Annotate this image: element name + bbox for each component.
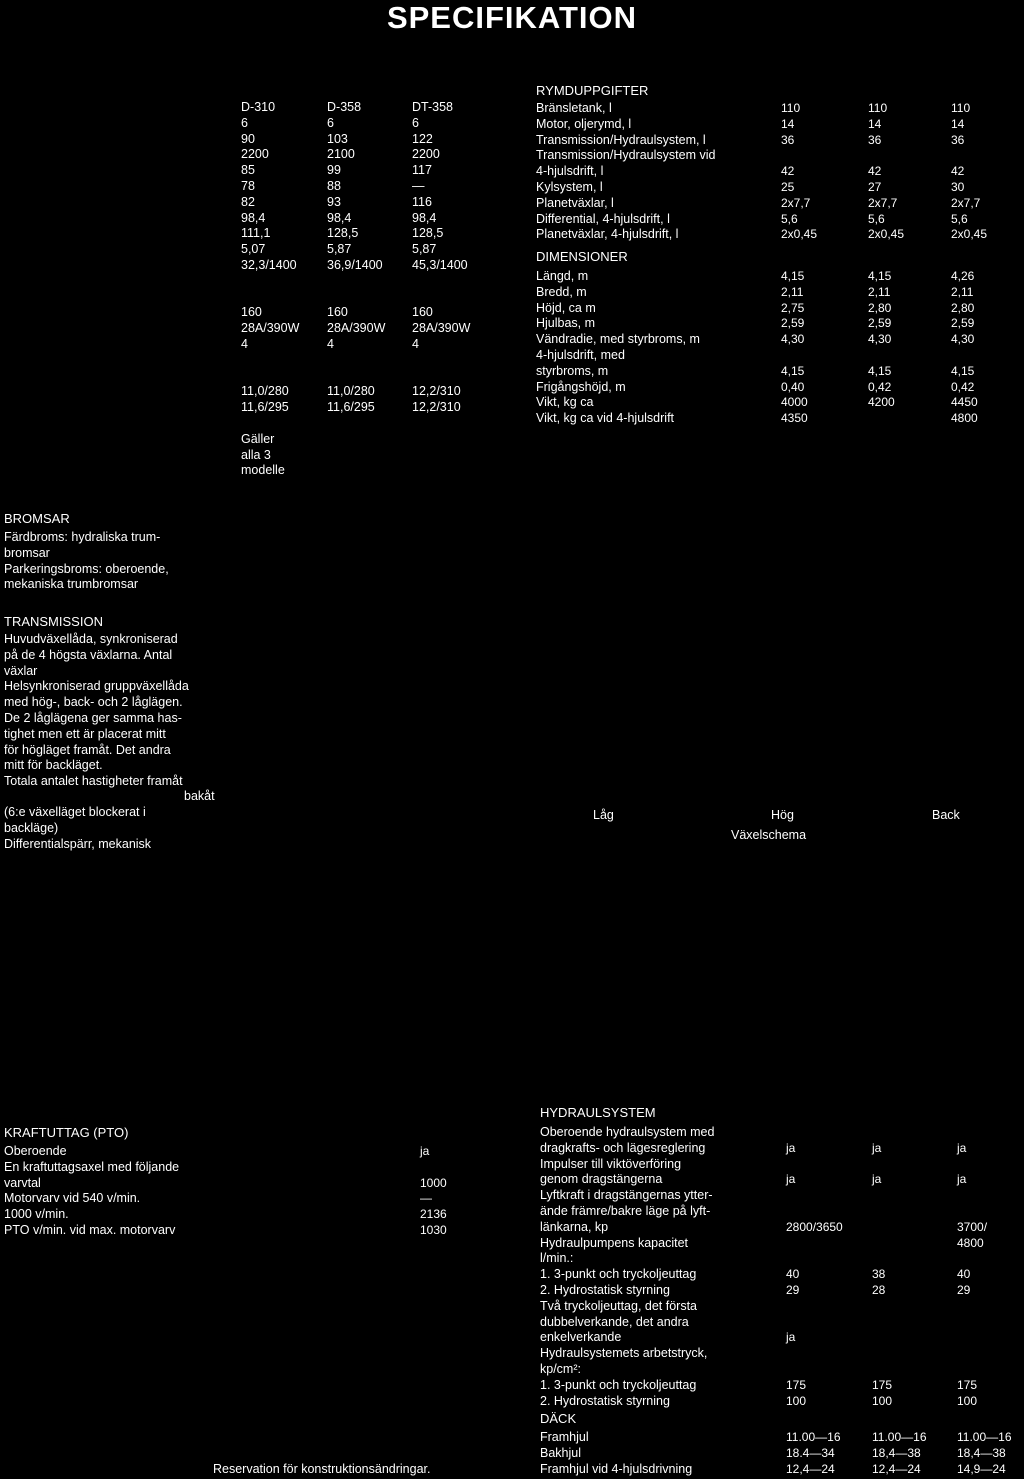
model-value: 82 <box>241 194 255 209</box>
transmission-line: De 2 låglägena ger samma has- <box>4 710 182 725</box>
pto-value: — <box>420 1191 432 1206</box>
bromsar-line: Parkeringsbroms: oberoende, <box>4 561 169 576</box>
hydraul-value <box>872 1220 892 1236</box>
hydraul-value <box>957 1315 987 1331</box>
hydraul-label: 1. 3-punkt och tryckoljeuttag <box>540 1377 697 1392</box>
dim-value: 4000 <box>781 395 808 410</box>
rymd-value: 36 <box>781 132 795 147</box>
model-value: 117 <box>412 163 432 178</box>
hydraul-label: kp/cm²: <box>540 1361 581 1376</box>
hydraul-label: ände främre/bakre läge på lyft- <box>540 1203 711 1218</box>
bromsar-heading: BROMSAR <box>4 511 70 526</box>
transmission-heading: TRANSMISSION <box>4 614 103 629</box>
transmission-text <box>4 632 189 790</box>
hydraul-value: 29 <box>957 1282 971 1297</box>
dim-value: 2,75 <box>781 300 805 315</box>
transmission-line: tighet men ett är placerat mitt <box>4 726 166 741</box>
model-value <box>412 369 470 385</box>
bromsar-line: mekaniska trumbromsar <box>4 577 139 592</box>
rymd-value: 2x0,45 <box>868 227 905 242</box>
dim-value: 4450 <box>951 395 978 410</box>
model-value: 2200 <box>412 147 440 162</box>
dack-value: 18.4—34 <box>786 1445 835 1460</box>
model-column-d310 <box>241 100 299 479</box>
model-value: 160 <box>327 305 348 320</box>
dim-label: Vikt, kg ca vid 4-hjulsdrift <box>536 411 675 426</box>
model-value: 6 <box>327 115 334 130</box>
dack-value: 11.00—16 <box>957 1430 1012 1444</box>
gear-back: Back <box>932 808 960 822</box>
hydraul-value <box>872 1330 892 1346</box>
dim-labels <box>536 269 700 427</box>
dim-value: 4,15 <box>868 269 892 283</box>
model-value: 28A/390W <box>412 321 471 336</box>
dim-label: Vändradie, med styrbroms, m <box>536 332 700 347</box>
hydraul-value <box>957 1188 987 1204</box>
dim-label: styrbroms, m <box>536 363 609 378</box>
model-value <box>327 369 385 385</box>
model-value <box>241 274 299 290</box>
model-value: — <box>412 178 425 193</box>
dim-label: Hjulbas, m <box>536 316 596 331</box>
model-value: 128,5 <box>327 226 359 241</box>
transmission-line: Differentialspärr, mekanisk <box>4 836 152 851</box>
pto-value: 2136 <box>420 1207 447 1222</box>
dim-heading: DIMENSIONER <box>536 249 628 264</box>
model-value: 11,6/295 <box>327 400 375 415</box>
hydraul-value: ja <box>872 1140 882 1155</box>
rymd-col-1 <box>781 101 817 243</box>
gear-caption: Växelschema <box>731 828 807 842</box>
hydraul-value <box>786 1157 843 1173</box>
model-value: 93 <box>327 194 341 209</box>
rymd-col-3 <box>951 101 987 243</box>
pto-value: 1030 <box>420 1222 447 1237</box>
dim-value: 4200 <box>868 395 895 410</box>
dim-value: 2,80 <box>951 300 975 315</box>
hydraul-value: ja <box>786 1330 796 1345</box>
dim-value: 2,59 <box>951 316 975 331</box>
dack-label: Bakhjul <box>540 1445 581 1460</box>
hydraul-value: 29 <box>786 1282 800 1297</box>
model-value: 103 <box>327 131 348 146</box>
dack-value: 18,4—38 <box>957 1445 1006 1460</box>
dim-col-3 <box>951 269 978 427</box>
transmission-line: för högläget framåt. Det andra <box>4 742 171 757</box>
dim-value: 2,80 <box>868 300 892 315</box>
dim-value: 4,30 <box>781 332 805 347</box>
gear-high: Hög <box>771 808 794 822</box>
hydraul-label: länkarna, kp <box>540 1219 609 1234</box>
rymd-label: Motor, oljerymd, l <box>536 116 632 131</box>
rymd-col-2 <box>868 101 904 243</box>
model-value: 98,4 <box>327 210 352 225</box>
hydraul-value: ja <box>786 1140 796 1155</box>
dim-value <box>868 411 895 427</box>
rymd-label: Transmission/Hydraulsystem vid <box>536 148 716 163</box>
rymd-value: 27 <box>868 179 882 194</box>
hydraul-value <box>957 1346 987 1362</box>
hydraul-value <box>872 1204 892 1220</box>
dim-label: Frigångshöjd, m <box>536 379 626 394</box>
hydraul-label: Oberoende hydraulsystem med <box>540 1125 715 1139</box>
model-value: 11,0/280 <box>241 384 289 399</box>
rymd-value: 14 <box>951 116 965 131</box>
model-value: 4 <box>241 336 248 351</box>
rymd-value: 14 <box>868 116 882 131</box>
dack-value: 12,4—24 <box>786 1461 835 1476</box>
pto-label: Motorvarv vid 540 v/min. <box>4 1191 141 1206</box>
dim-value: 0,42 <box>868 379 892 394</box>
hydraul-value <box>786 1125 843 1141</box>
pto-label: En kraftuttagsaxel med följande <box>4 1159 180 1174</box>
dack-label: Framhjul <box>540 1430 589 1444</box>
hydraul-label: Hydraulpumpens kapacitet <box>540 1235 688 1250</box>
rymd-value <box>781 148 817 164</box>
hydraul-value <box>786 1251 843 1267</box>
model-value: 4 <box>327 336 334 351</box>
hydraul-value <box>872 1125 892 1141</box>
model-value: Gäller <box>241 431 275 446</box>
hydraul-value <box>957 1125 987 1141</box>
rymd-value: 2x7,7 <box>781 195 811 210</box>
bromsar-line: bromsar <box>4 545 50 560</box>
bromsar-line: Färdbroms: hydraliska trum- <box>4 530 161 544</box>
pto-value <box>420 1160 447 1176</box>
hydraul-value <box>957 1362 987 1378</box>
dim-value: 4,15 <box>868 363 892 378</box>
rymd-value: 110 <box>781 101 801 115</box>
hydraul-label: Hydraulsystemets arbetstryck, <box>540 1346 708 1361</box>
hydraul-value: 28 <box>872 1282 886 1297</box>
rymd-label: Differential, 4-hjulsdrift, l <box>536 211 670 226</box>
transmission-text-2 <box>4 805 151 852</box>
hydraul-value: 38 <box>872 1267 886 1282</box>
pto-label: varvtal <box>4 1175 41 1190</box>
transmission-line: (6:e växelläget blockerat i <box>4 805 146 819</box>
transmission-line: backläge) <box>4 820 59 835</box>
pto-heading: KRAFTUTTAG (PTO) <box>4 1125 129 1140</box>
hydraul-value <box>957 1204 987 1220</box>
dack-col-3 <box>957 1430 1012 1477</box>
rymd-value: 36 <box>951 132 965 147</box>
hydraul-value <box>872 1251 892 1267</box>
hydraul-label: Två tryckoljeuttag, det första <box>540 1298 698 1313</box>
rymd-value: 5,6 <box>781 211 798 226</box>
dim-value: 2,11 <box>951 284 974 299</box>
dim-col-2 <box>868 269 895 427</box>
model-value: 6 <box>241 115 248 130</box>
hydraul-value <box>786 1204 843 1220</box>
model-value <box>412 274 470 290</box>
hydraul-value: 2800/3650 <box>786 1219 843 1234</box>
hydraul-label: 2. Hydrostatisk styrning <box>540 1393 670 1408</box>
model-value: 2200 <box>241 147 269 162</box>
rymd-label: 4-hjulsdrift, l <box>536 164 604 179</box>
rymd-label: Kylsystem, l <box>536 179 603 194</box>
hydraul-value: 100 <box>786 1393 807 1408</box>
hydraul-value <box>786 1362 843 1378</box>
model-value <box>327 353 385 369</box>
transmission-line: växlar <box>4 663 38 678</box>
dim-label: 4-hjulsdrift, med <box>536 347 625 362</box>
dack-col-1 <box>786 1430 841 1477</box>
dack-labels <box>540 1430 692 1477</box>
dim-value: 2,11 <box>868 284 891 299</box>
footer-note: Reservation för konstruktionsändringar. <box>213 1462 431 1476</box>
model-value: 160 <box>412 305 433 320</box>
dack-value: 11.00—16 <box>786 1430 841 1444</box>
rymd-value: 42 <box>868 164 882 179</box>
hydraul-labels <box>540 1125 714 1409</box>
rymd-value: 2x7,7 <box>868 195 898 210</box>
page-title: SPECIFIKATION <box>386 0 638 35</box>
dim-value: 4,26 <box>951 269 975 283</box>
hydraul-value: 4800 <box>957 1235 984 1250</box>
hydraul-value <box>786 1188 843 1204</box>
model-column-dt358 <box>412 100 470 416</box>
rymd-value <box>951 148 987 164</box>
hydraul-value: 175 <box>957 1377 978 1392</box>
transmission-line: på de 4 högsta växlarna. Antal <box>4 647 173 662</box>
model-value: D-358 <box>327 100 362 114</box>
hydraul-value <box>872 1188 892 1204</box>
model-value: 90 <box>241 131 255 146</box>
hydraul-value <box>872 1362 892 1378</box>
model-value <box>241 353 299 369</box>
rymd-value: 42 <box>781 164 795 179</box>
model-value: 4 <box>412 336 419 351</box>
model-value: 98,4 <box>241 210 266 225</box>
dim-value: 2,59 <box>781 316 805 331</box>
model-value <box>241 416 299 432</box>
model-value: 32,3/1400 <box>241 257 297 272</box>
transmission-line: mitt för backläget. <box>4 758 103 773</box>
transmission-line: med hög-, back- och 2 låglägen. <box>4 695 183 710</box>
rymd-value: 5,6 <box>951 211 968 226</box>
dack-value: 12,4—24 <box>872 1461 921 1476</box>
hydraul-col-2 <box>872 1125 892 1409</box>
rymd-value: 30 <box>951 179 965 194</box>
pto-value: ja <box>420 1144 430 1158</box>
rymd-heading: RYMDUPPGIFTER <box>536 83 649 98</box>
hydraul-value <box>957 1157 987 1173</box>
hydraul-label: 2. Hydrostatisk styrning <box>540 1282 670 1297</box>
bromsar-text <box>4 530 169 593</box>
dim-value: 4,30 <box>868 332 892 347</box>
pto-label: Oberoende <box>4 1144 67 1158</box>
hydraul-value: 40 <box>786 1267 800 1282</box>
hydraul-value <box>872 1299 892 1315</box>
rymd-value: 110 <box>951 101 971 115</box>
dack-value: 18,4—38 <box>872 1445 921 1460</box>
hydraul-heading: HYDRAULSYSTEM <box>540 1105 656 1120</box>
pto-labels <box>4 1144 179 1239</box>
dack-label: Framhjul vid 4-hjulsdrivning <box>540 1461 693 1476</box>
model-value: 28A/390W <box>327 321 386 336</box>
hydraul-label: enkelverkande <box>540 1330 622 1345</box>
hydraul-value <box>786 1299 843 1315</box>
model-value <box>327 290 385 306</box>
model-value: DT-358 <box>412 100 453 114</box>
rymd-value: 5,6 <box>868 211 885 226</box>
model-value: 98,4 <box>412 210 437 225</box>
dim-value: 4,15 <box>951 363 975 378</box>
model-column-d358 <box>327 100 385 416</box>
hydraul-value: 100 <box>872 1393 893 1408</box>
transmission-line: Totala antalet hastigheter framåt <box>4 774 183 789</box>
dim-value <box>951 348 978 364</box>
dack-col-2 <box>872 1430 927 1477</box>
rymd-label: Bränsletank, l <box>536 101 612 115</box>
model-value: 160 <box>241 305 262 320</box>
rymd-label: Transmission/Hydraulsystem, l <box>536 132 706 147</box>
hydraul-value <box>786 1236 843 1252</box>
model-value: 28A/390W <box>241 321 300 336</box>
rymd-value: 42 <box>951 164 965 179</box>
hydraul-value: ja <box>957 1172 967 1187</box>
dim-col-1 <box>781 269 808 427</box>
model-value: 36,9/1400 <box>327 257 383 272</box>
model-value: D-310 <box>241 100 276 114</box>
dim-value <box>868 348 895 364</box>
rymd-value: 36 <box>868 132 882 147</box>
dim-label: Längd, m <box>536 269 589 283</box>
hydraul-label: dubbelverkande, det andra <box>540 1314 689 1329</box>
model-value: 12,2/310 <box>412 400 461 415</box>
model-value: 12,2/310 <box>412 384 461 399</box>
model-value: 78 <box>241 178 255 193</box>
hydraul-value <box>786 1346 843 1362</box>
model-value: 116 <box>412 194 432 209</box>
pto-value: 1000 <box>420 1175 447 1190</box>
transmission-line: Huvudväxellåda, synkroniserad <box>4 632 178 646</box>
dim-value: 4,30 <box>951 332 975 347</box>
model-value: 11,0/280 <box>327 384 375 399</box>
model-value: 5,87 <box>412 242 437 257</box>
model-value: 122 <box>412 131 433 146</box>
rymd-value: 14 <box>781 116 795 131</box>
rymd-value: 2x7,7 <box>951 195 981 210</box>
hydraul-value <box>872 1236 892 1252</box>
hydraul-label: 1. 3-punkt och tryckoljeuttag <box>540 1267 697 1282</box>
transmission-line: Helsynkroniserad gruppväxellåda <box>4 679 189 694</box>
hydraul-value: 3700/ <box>957 1219 988 1234</box>
dim-value: 2,59 <box>868 316 892 331</box>
hydraul-value <box>786 1315 843 1331</box>
gear-low: Låg <box>593 808 614 822</box>
dim-value: 0,40 <box>781 379 805 394</box>
dack-value: 11.00—16 <box>872 1430 927 1444</box>
model-value: 128,5 <box>412 226 444 241</box>
model-value: 6 <box>412 115 419 130</box>
rymd-value: 2x0,45 <box>951 227 988 242</box>
dim-value: 4,15 <box>781 363 805 378</box>
hydraul-value: 175 <box>786 1377 807 1392</box>
model-value <box>241 290 299 306</box>
model-value <box>327 274 385 290</box>
rymd-value: 2x0,45 <box>781 227 818 242</box>
hydraul-value: ja <box>957 1140 967 1155</box>
dim-label: Höjd, ca m <box>536 300 596 315</box>
dack-value: 14,9—24 <box>957 1461 1006 1476</box>
hydraul-label: Lyftkraft i dragstängernas ytter- <box>540 1188 713 1203</box>
model-value: 5,07 <box>241 242 266 257</box>
transmission-bakat: bakåt <box>184 789 215 803</box>
rymd-labels <box>536 101 715 243</box>
hydraul-col-1 <box>786 1125 843 1409</box>
hydraul-value: 100 <box>957 1393 978 1408</box>
dack-heading: DÄCK <box>540 1411 577 1426</box>
hydraul-col-3 <box>957 1125 987 1409</box>
rymd-label: Planetväxlar, 4-hjulsdrift, l <box>536 227 679 242</box>
model-value <box>412 353 470 369</box>
model-value: alla 3 <box>241 447 271 462</box>
pto-label: PTO v/min. vid max. motorvarv <box>4 1222 176 1237</box>
dim-value: 4,15 <box>781 269 805 283</box>
rymd-value: 110 <box>868 101 888 115</box>
hydraul-label: Impulser till viktöverföring <box>540 1156 682 1171</box>
hydraul-label: l/min.: <box>540 1251 574 1266</box>
dim-value: 0,42 <box>951 379 975 394</box>
model-value: 45,3/1400 <box>412 257 468 272</box>
rymd-value: 25 <box>781 179 795 194</box>
model-value: 111,1 <box>241 226 271 241</box>
hydraul-value: 175 <box>872 1377 893 1392</box>
hydraul-value <box>957 1251 987 1267</box>
pto-values <box>420 1144 447 1239</box>
hydraul-value <box>872 1315 892 1331</box>
hydraul-value: ja <box>872 1172 882 1187</box>
dim-label: Vikt, kg ca <box>536 395 594 410</box>
dim-value: 2,11 <box>781 284 804 299</box>
rymd-label: Planetväxlar, l <box>536 195 614 210</box>
model-value <box>241 369 299 385</box>
hydraul-value <box>957 1330 987 1346</box>
hydraul-value <box>872 1157 892 1173</box>
hydraul-value <box>957 1299 987 1315</box>
hydraul-label: genom dragstängerna <box>540 1172 663 1187</box>
model-value: 11,6/295 <box>241 400 289 415</box>
dim-value <box>781 348 808 364</box>
hydraul-label: dragkrafts- och lägesreglering <box>540 1140 706 1155</box>
model-value: 5,87 <box>327 242 352 257</box>
hydraul-value <box>872 1346 892 1362</box>
pto-label: 1000 v/min. <box>4 1207 69 1222</box>
dim-value: 4800 <box>951 411 978 426</box>
model-value <box>412 290 470 306</box>
model-value: 85 <box>241 163 255 178</box>
model-value: 88 <box>327 178 341 193</box>
dim-label: Bredd, m <box>536 284 587 299</box>
model-value: 99 <box>327 163 341 178</box>
model-value: modelle <box>241 463 285 478</box>
rymd-value <box>868 148 904 164</box>
hydraul-value: ja <box>786 1172 796 1187</box>
dim-value: 4350 <box>781 411 808 426</box>
model-value: 2100 <box>327 147 355 162</box>
hydraul-value: 40 <box>957 1267 971 1282</box>
